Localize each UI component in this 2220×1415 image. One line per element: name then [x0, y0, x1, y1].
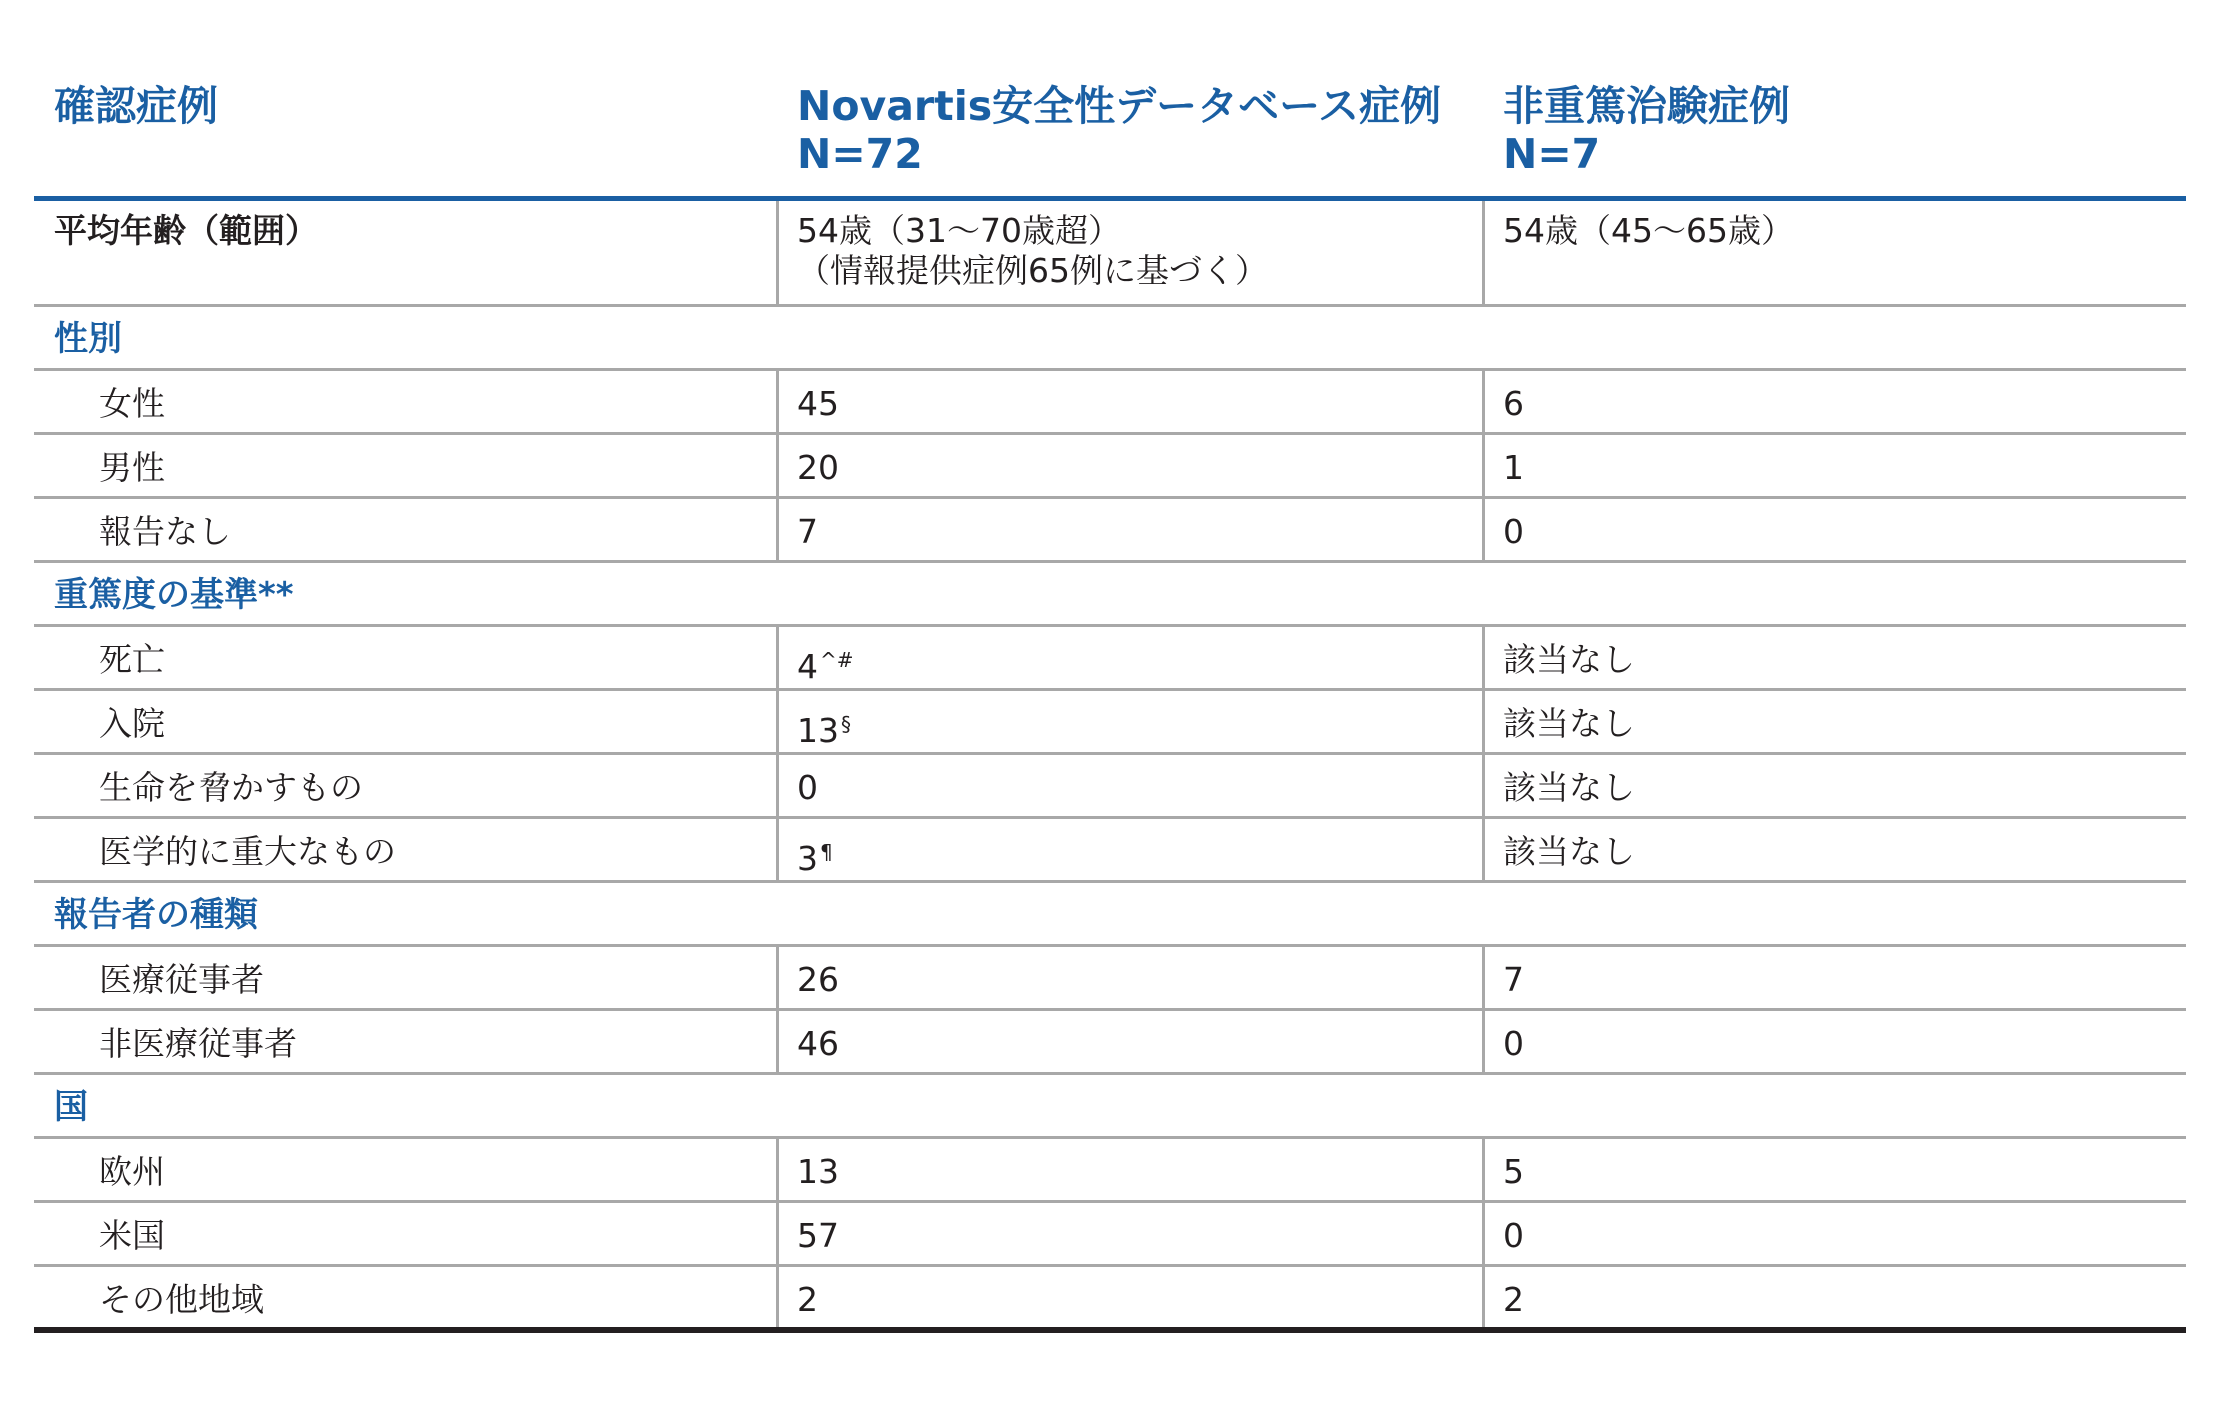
age-range-note: （情報提供症例65例に基づく） [797, 251, 1268, 290]
row-col3: 該当なし [1482, 755, 2186, 816]
row-col3: 54歳（45～65歳） [1482, 201, 2186, 304]
row-label: 女性 [99, 384, 165, 423]
row-col2 [776, 201, 1482, 304]
row-label: 生命を脅かすもの [99, 768, 363, 807]
table-row [34, 755, 2186, 819]
row-col2 [776, 691, 1482, 752]
row-col2: 26 [776, 947, 1482, 1008]
cell-value: 3 [797, 839, 818, 878]
footnote-marker: § [841, 712, 851, 736]
table-row [34, 1203, 2186, 1267]
row-col3: 該当なし [1482, 627, 2186, 688]
footnote-marker: ¶ [820, 840, 833, 864]
header-col2-title: Novartis安全性データベース症例 [797, 82, 1442, 130]
table-row [34, 371, 2186, 435]
row-label: 欧州 [99, 1152, 165, 1191]
table-row [34, 627, 2186, 691]
row-col2: 45 [776, 371, 1482, 432]
header-col-confirmed-cases [34, 70, 776, 196]
row-label: 米国 [99, 1216, 165, 1255]
table-row [34, 435, 2186, 499]
row-col3: 6 [1482, 371, 2186, 432]
row-col3: 0 [1482, 1011, 2186, 1072]
header-col-novartis [776, 70, 1482, 196]
row-label: 医学的に重大なもの [99, 832, 396, 871]
row-col2: 13 [776, 1139, 1482, 1200]
table-row [34, 1011, 2186, 1075]
row-label: 入院 [99, 704, 165, 743]
row-label: 男性 [99, 448, 165, 487]
table-row [34, 691, 2186, 755]
row-col3: 0 [1482, 499, 2186, 560]
age-range-value: 54歳（31～70歳超） [797, 211, 1121, 250]
row-col2: 57 [776, 1203, 1482, 1264]
row-label: 非医療従事者 [99, 1024, 297, 1063]
footnote-marker: ^# [820, 648, 854, 672]
cell-value: 4 [797, 647, 818, 686]
row-col2 [776, 819, 1482, 880]
case-summary-table [34, 70, 2186, 1333]
header-col1-label: 確認症例 [54, 82, 218, 130]
row-label: 死亡 [99, 640, 165, 679]
row-col3: 7 [1482, 947, 2186, 1008]
header-col3-title: 非重篤治験症例 [1503, 82, 1790, 130]
row-col3: 0 [1482, 1203, 2186, 1264]
row-col2: 20 [776, 435, 1482, 496]
row-label: 医療従事者 [99, 960, 264, 999]
table-row [34, 1139, 2186, 1203]
section-heading-sex: 性別 [34, 307, 2186, 371]
row-col2: 46 [776, 1011, 1482, 1072]
table-header [34, 70, 2186, 196]
table-row [34, 1267, 2186, 1333]
row-col2 [776, 627, 1482, 688]
row-col3: 該当なし [1482, 691, 2186, 752]
table-row [34, 819, 2186, 883]
row-col3: 2 [1482, 1267, 2186, 1327]
section-heading-country: 国 [34, 1075, 2186, 1139]
header-col-nonserious-trial [1482, 70, 2186, 196]
row-col2: 7 [776, 499, 1482, 560]
section-heading-reporter: 報告者の種類 [34, 883, 2186, 947]
row-col3: 1 [1482, 435, 2186, 496]
row-col3: 5 [1482, 1139, 2186, 1200]
row-col2: 0 [776, 755, 1482, 816]
row-col2: 2 [776, 1267, 1482, 1327]
section-heading-severity: 重篤度の基準** [34, 563, 2186, 627]
row-label: その他地域 [99, 1280, 264, 1319]
cell-value: 13 [797, 711, 839, 750]
table-row-mean-age [34, 201, 2186, 307]
table-row [34, 499, 2186, 563]
table-row [34, 947, 2186, 1011]
header-col3-n: N=7 [1503, 130, 1601, 178]
row-col3: 該当なし [1482, 819, 2186, 880]
header-col2-n: N=72 [797, 130, 923, 178]
row-label: 報告なし [99, 512, 231, 551]
row-label: 平均年齢（範囲） [54, 211, 318, 250]
